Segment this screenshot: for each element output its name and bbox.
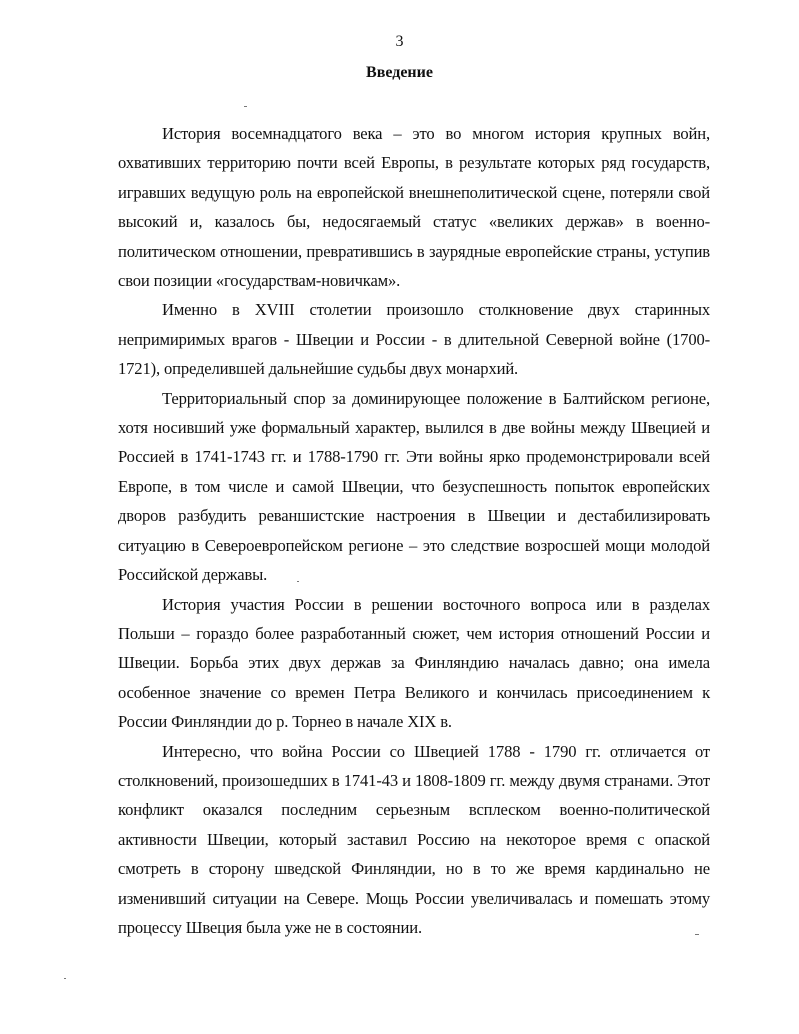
- paragraph-4: История участия России в решении восточного вопроса или в разделах Польши – гораздо более разработанный сюжет, чем история отношений России и Швеции. Борьба этих двух держав за Финляндию началась давно; она имела особенное значение со времен Петра Великого и кончилась присоединением к России Финляндии до р. Торнео в начале XIX в.: [118, 594, 710, 732]
- scan-speck: [297, 581, 299, 582]
- scan-speck: [695, 934, 699, 935]
- paragraph-3: Территориальный спор за доминирующее положение в Балтийском регионе, хотя носивший уже формальный характер, вылился в две войны между Швецией и Россией в 1741-1743 гг. и 1788-1790 гг. Эти войны ярко продемонстрировали всей Европе, в том числе и самой Швеции, что безуспешность попыток европейских дворов разбудить реваншистские настроения в Швеции и дестабилизировать ситуацию в Североевропейском регионе – это следствие возросшей мощи молодой Российской державы.: [118, 388, 710, 585]
- scan-speck: [244, 106, 247, 107]
- paragraph-5: Интересно, что война России со Швецией 1788 - 1790 гг. отличается от столкновений, произошедших в 1741-43 и 1808-1809 гг. между двумя странами. Этот конфликт оказался последним серьезным всплеском военно-политической активности Швеции, который заставил Россию на некоторое время с опаской смотреть в сторону шведской Финляндии, но в то же время кардинально не изменивший ситуации на Севере. Мощь России увеличивалась и помешать этому процессу Швеция была уже не в состоянии.: [118, 741, 710, 937]
- scan-speck: [64, 978, 66, 979]
- paragraph-1: История восемнадцатого века – это во многом история крупных войн, охвативших территорию почти всей Европы, в результате которых ряд государств, игравших ведущую роль на европейской внешнеполитической сцене, потеряли свой высокий и, казалось бы, недосягаемый статус «великих держав» в военно-политическом отношении, превратившись в заурядные европейские страны, уступив свои позиции «государствам-новичкам».: [118, 124, 710, 291]
- body-text: [118, 119, 710, 942]
- page-title: Введение: [366, 64, 433, 81]
- paragraph-2: Именно в XVIII столетии произошло столкновение двух старинных непримиримых врагов - Швеции и России - в длительной Северной войне (1700-1721), определившей дальнейшие судьбы двух монархий.: [118, 300, 710, 379]
- page-number: 3: [395, 33, 404, 50]
